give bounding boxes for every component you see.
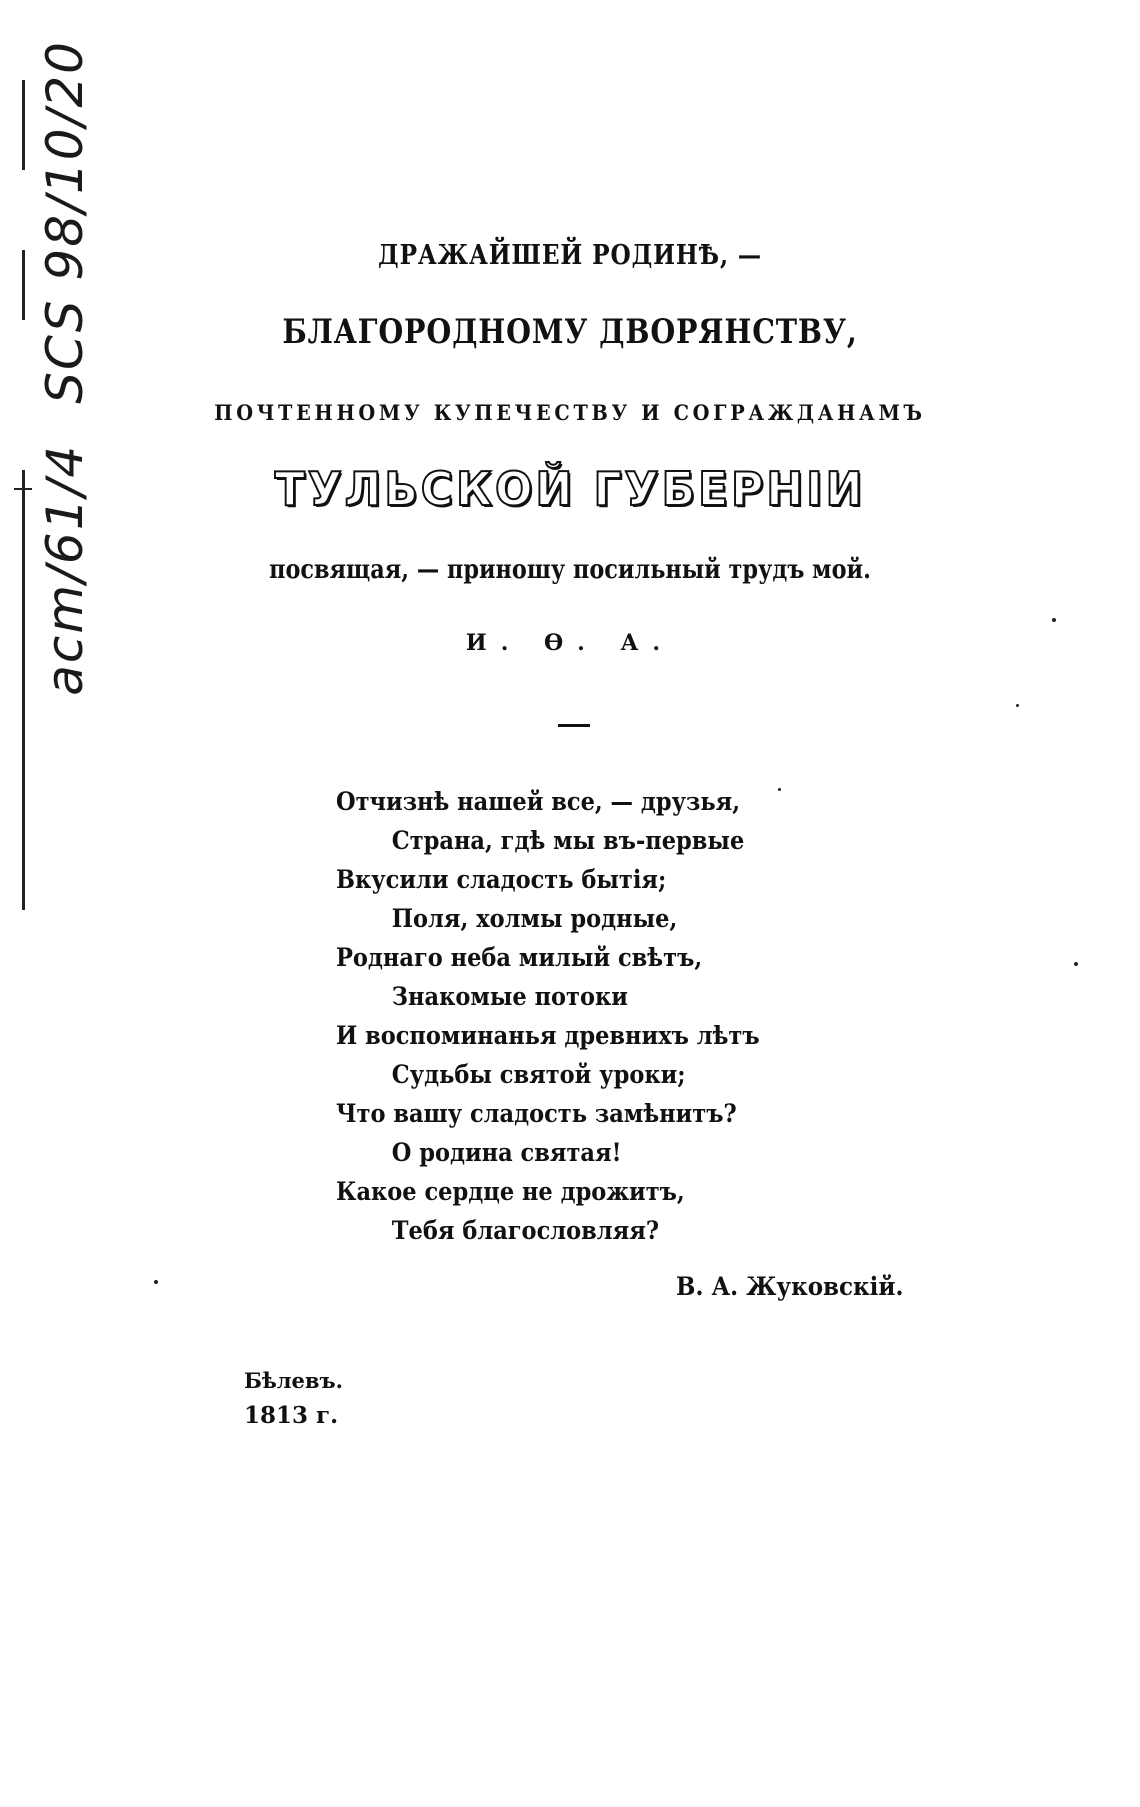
margin-rule-top [22,80,25,170]
library-shelfmark-note [30,40,100,696]
dedication-line-3: ПОЧТЕННОМУ КУПЕЧЕСТВУ И СОГРАЖДАНАМЪ [214,400,926,425]
poem-line: Что вашу сладость замѣнитъ? [336,1099,737,1128]
print-speck [778,788,781,791]
poem-line: Судьбы святой уроки; [391,1060,686,1089]
poem-line: Отчизнѣ нашей все, — друзья, [336,787,741,816]
print-speck [1052,618,1056,622]
print-speck [154,1280,158,1284]
imprint-place: Бѣлевъ. [244,1368,343,1393]
epigraph-poem [336,782,807,1250]
author-initials: И. Ѳ. А. [465,630,675,656]
poem-line: Тебя благословляя? [391,1216,660,1245]
poem-line: О родина святая! [391,1138,622,1167]
margin-rule-mid [22,250,25,320]
poem-line: Страна, гдѣ мы въ-первые [391,826,745,855]
section-divider [558,724,590,727]
poem-line: Знакомые потоки [391,982,628,1011]
catalog-code-text: acm/61/4 [36,443,94,696]
dedication-line-5: посвящая, — приношу посильный трудъ мой. [269,555,871,585]
poem-line: И воспоминанья древнихъ лѣтъ [336,1021,760,1050]
print-speck [1074,962,1078,966]
epigraph-author: В. А. Жуковскій. [676,1272,904,1301]
poem-line: Роднаго неба милый свѣтъ, [336,943,703,972]
print-speck [1016,704,1019,707]
poem-line: Поля, холмы родные, [391,904,678,933]
poem-line: Какое сердце не дрожитъ, [336,1177,685,1206]
margin-rule-low [22,470,25,910]
dedication-line-1: ДРАЖАЙШЕЙ РОДИНѢ, — [378,240,762,271]
imprint-year: 1813 г. [244,1402,339,1429]
poem-line: Вкусили сладость бытія; [336,865,667,894]
shelfmark-text: SCS 98/10/20 [36,40,94,404]
dedication-line-2: БЛАГОРОДНОМУ ДВОРЯНСТВУ, [282,312,858,352]
dedication-line-4-province: ТУЛЬСКОЙ ГУБЕРНІИ [274,462,866,516]
